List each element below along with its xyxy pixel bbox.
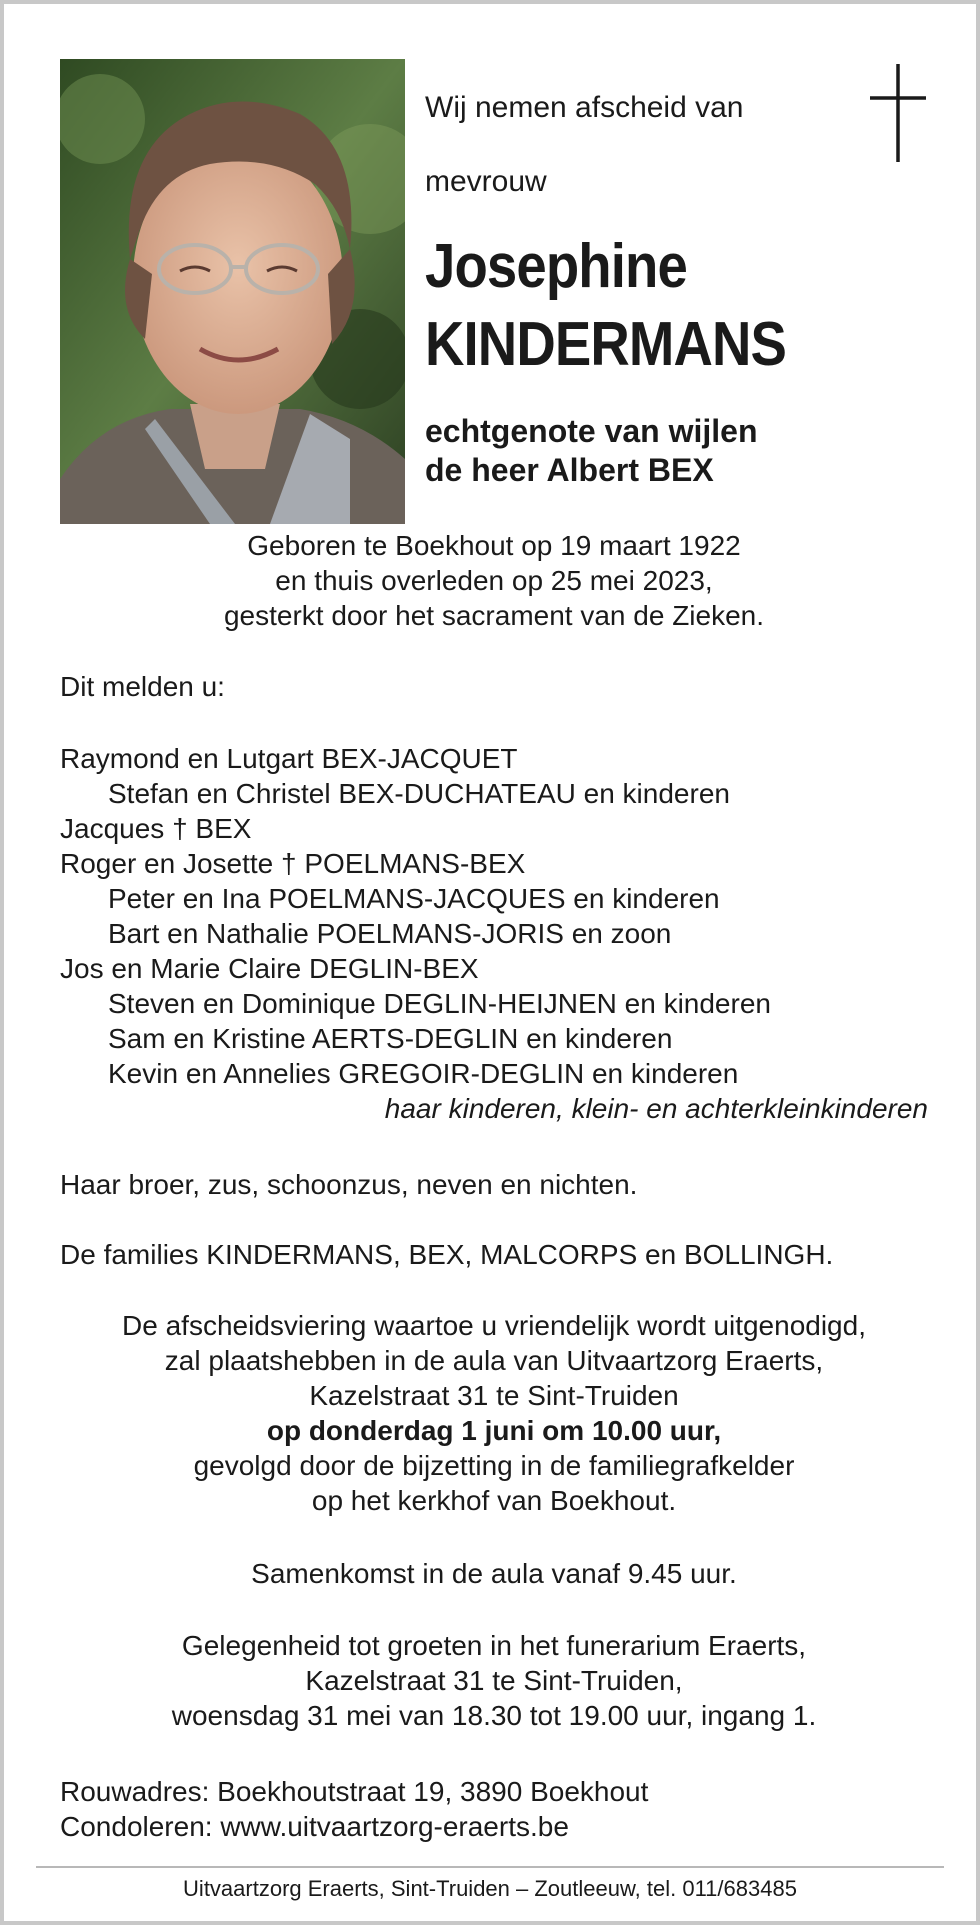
death-line: en thuis overleden op 25 mei 2023,: [275, 565, 713, 596]
gathering-text: Samenkomst in de aula vanaf 9.45 uur.: [251, 1558, 737, 1589]
ceremony-line: De afscheidsviering waartoe u vriendelijk wordt uitgenodigd,: [122, 1310, 866, 1341]
intro-text: Wij nemen afscheid van: [425, 91, 744, 124]
footer-text: Uitvaartzorg Eraerts, Sint-Truiden – Zoutleeuw, tel. 011/683485: [183, 1876, 797, 1901]
announce-text: Dit melden u:: [60, 671, 225, 702]
ceremony-line: Kazelstraat 31 te Sint-Truiden: [309, 1380, 679, 1411]
family-list: [60, 741, 928, 1126]
visitation-info: [60, 1628, 928, 1733]
portrait-photo: [60, 59, 405, 524]
ceremony-line: gevolgd door de bijzetting in de familiegrafkelder: [193, 1450, 795, 1481]
family-member: Bart en Nathalie POELMANS-JORIS en zoon: [108, 918, 672, 949]
footer-divider: [36, 1866, 944, 1868]
spouse-line-2: de heer Albert BEX: [425, 452, 714, 488]
ceremony-line: op het kerkhof van Boekhout.: [311, 1485, 677, 1516]
family-member: Peter en Ina POELMANS-JACQUES en kinderen: [108, 883, 720, 914]
honorific: mevrouw: [425, 165, 547, 198]
family-member: Sam en Kristine AERTS-DEGLIN en kinderen: [108, 1023, 673, 1054]
visitation-line: Gelegenheid tot groeten in het funerarium Eraerts,: [181, 1630, 807, 1661]
ceremony-info: [60, 1308, 928, 1518]
spouse-line-1: echtgenote van wijlen: [425, 413, 758, 449]
family-member: Roger en Josette † POELMANS-BEX: [60, 848, 526, 879]
family-member: Raymond en Lutgart BEX-JACQUET: [60, 743, 518, 774]
ceremony-line: zal plaatshebben in de aula van Uitvaartzorg Eraerts,: [164, 1345, 824, 1376]
visitation-line: woensdag 31 mei van 18.30 tot 19.00 uur, ingang 1.: [171, 1700, 817, 1731]
mourning-address: Rouwadres: Boekhoutstraat 19, 3890 Boekhout: [60, 1776, 649, 1807]
family-member: Jacques † BEX: [60, 813, 252, 844]
family-member: Steven en Dominique DEGLIN-HEIJNEN en kinderen: [108, 988, 771, 1019]
spouse-info: [425, 412, 758, 490]
birth-death-info: [60, 528, 928, 633]
family-member: Kevin en Annelies GREGOIR-DEGLIN en kinderen: [108, 1058, 739, 1089]
family-member: Jos en Marie Claire DEGLIN-BEX: [60, 953, 479, 984]
family-member: Stefan en Christel BEX-DUCHATEAU en kinderen: [108, 778, 730, 809]
sacrament-line: gesterkt door het sacrament van de Zieken.: [223, 600, 765, 631]
family-caption: haar kinderen, klein- en achterkleinkinderen: [384, 1093, 928, 1124]
deceased-last-name: KINDERMANS: [425, 310, 787, 379]
relatives-text: Haar broer, zus, schoonzus, neven en nichten.: [60, 1169, 638, 1200]
contact-info: [60, 1774, 928, 1844]
families-text: De families KINDERMANS, BEX, MALCORPS en BOLLINGH.: [60, 1239, 834, 1270]
ceremony-date: op donderdag 1 juni om 10.00 uur,: [266, 1415, 722, 1446]
birth-line: Geboren te Boekhout op 19 maart 1922: [247, 530, 741, 561]
cross-icon: [870, 64, 926, 164]
deceased-first-name: Josephine: [425, 232, 687, 301]
condolence-link[interactable]: Condoleren: www.uitvaartzorg-eraerts.be: [60, 1811, 569, 1842]
visitation-line: Kazelstraat 31 te Sint-Truiden,: [305, 1665, 683, 1696]
